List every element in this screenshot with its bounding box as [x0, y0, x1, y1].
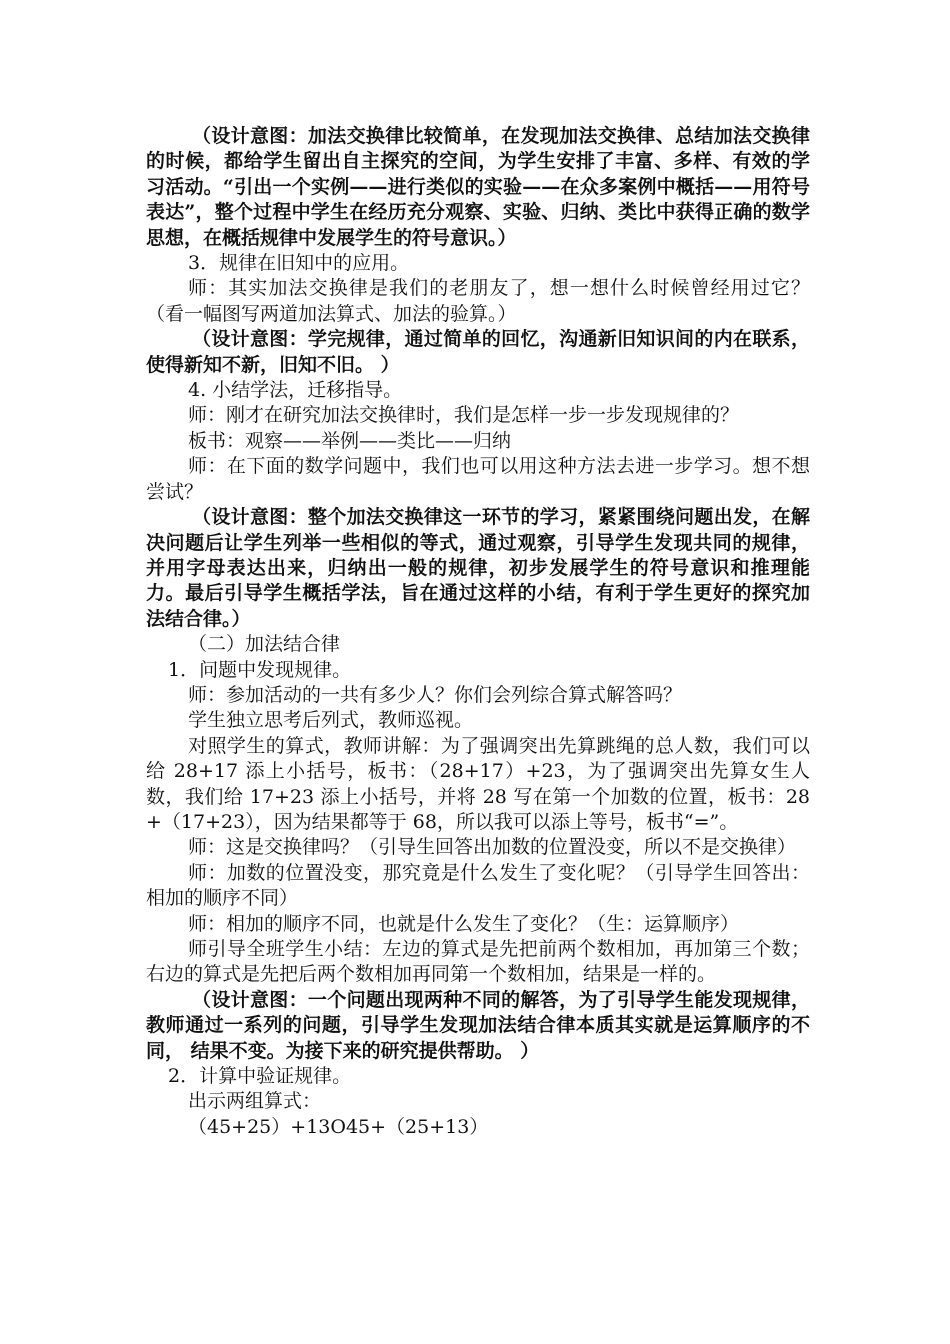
teacher-paragraph: 师：其实加法交换律是我们的老朋友了，想一想什么时候曾经用过它？（看一幅图写两道加法算式、加法的验算。） [146, 277, 810, 325]
formula-paragraph: （45+25）+13O45+（25+13） [188, 1115, 489, 1138]
explanation-paragraph: 对照学生的算式，教师讲解：为了强调突出先算跳绳的总人数，我们可以给 28+17 添上小括号，板书：（28+17）+23，为了强调突出先算女生人数，我们给 17+23 添上小括号，并将 28 写在第一个加数的位置，板书：28+（17+23），因为结果都等于 68，所以我可以添上等号，板书“=”。 [146, 734, 810, 833]
teacher-paragraph: 师：这是交换律吗？（引导生回答出加数的位置没变，所以不是交换律） [188, 836, 797, 859]
document-body [146, 124, 810, 1140]
student-paragraph: 学生独立思考后列式，教师巡视。 [188, 709, 474, 732]
teacher-paragraph: 师：在下面的数学问题中，我们也可以用这种方法去进一步学习。想不想尝试？ [146, 455, 810, 503]
design-intent-paragraph: （设计意图：整个加法交换律这一环节的学习，紧紧围绕问题出发，在解决问题后让学生列举一些相似的等式，通过观察，引导学生发现共同的规律，并用字母表达出来，归纳出一般的规律，初步发展学生的符号意识和推理能力。最后引导学生概括学法，旨在通过这样的小结，有利于学生更好的探究加法结合律。） [146, 506, 810, 630]
design-intent-paragraph: （设计意图：学完规律，通过简单的回忆，沟通新旧知识间的内在联系，使得新知不新，旧知不旧。 ） [146, 328, 810, 376]
board-paragraph: 板书：观察——举例——类比——归纳 [188, 429, 512, 452]
section-heading: 3．规律在旧知中的应用。 [188, 252, 410, 275]
teacher-paragraph: 师：加数的位置没变，那究竟是什么发生了变化呢？（引导学生回答出：相加的顺序不同） [146, 861, 810, 910]
teacher-paragraph: 师：刚才在研究加法交换律时，我们是怎样一步一步发现规律的？ [188, 404, 740, 427]
section-heading: 2．计算中验证规律。 [168, 1065, 352, 1088]
design-intent-paragraph: （设计意图：一个问题出现两种不同的解答，为了引导学生能发现规律，教师通过一系列的问题，引导学生发现加法结合律本质其实就是运算顺序的不同， 结果不变。为接下来的研究提供帮助。 ） [146, 988, 810, 1062]
instruction-paragraph: 出示两组算式： [188, 1090, 322, 1113]
design-intent-paragraph: （设计意图：加法交换律比较简单，在发现加法交换律、总结加法交换律的时候，都给学生留出自主探究的空间，为学生安排了丰富、多样、有效的学习活动。“引出一个实例——进行类似的实验——在众多案例中概括——用符号表达”，整个过程中学生在经历充分观察、实验、归纳、类比中获得正确的数学思想，在概括规律中发展学生的符号意识。） [146, 125, 810, 249]
teacher-paragraph: 师：相加的顺序不同，也就是什么发生了变化？（生：运算顺序） [188, 912, 740, 935]
section-heading: （二）加法结合律 [188, 633, 341, 656]
section-heading: 4. 小结学法，迁移指导。 [188, 379, 403, 402]
teacher-paragraph: 师：参加活动的一共有多少人？你们会列综合算式解答吗？ [188, 683, 683, 706]
section-heading: 1．问题中发现规律。 [168, 658, 352, 681]
teacher-paragraph: 师引导全班学生小结：左边的算式是先把前两个数相加，再加第三个数；右边的算式是先把后两个数相加再同第一个数相加，结果是一样的。 [146, 938, 810, 986]
